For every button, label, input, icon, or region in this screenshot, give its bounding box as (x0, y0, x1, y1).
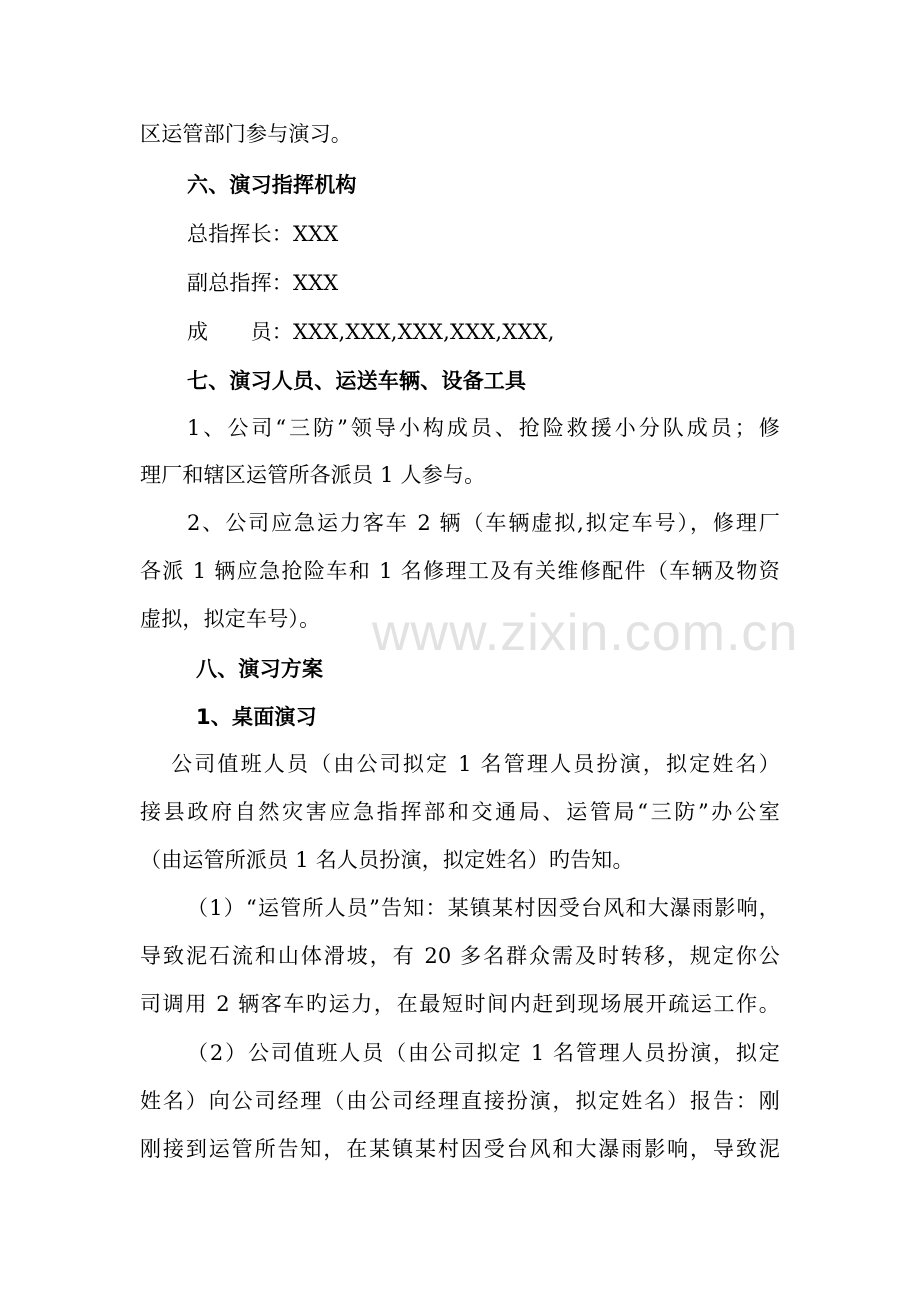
paragraph-line: 接县政府自然灾害应急指挥部和交通局、运管局“三防”办公室 (140, 800, 780, 824)
text-line-commander: 总指挥长：XXX (187, 222, 339, 246)
subsection-heading-1: 1、桌面演习 (196, 705, 317, 729)
paragraph-line: 刚接到运管所告知，在某镇某村因受台风和大瀑雨影响，导致泥 (140, 1137, 780, 1161)
paragraph-line: 理厂和辖区运管所各派员 1 人参与。 (140, 463, 486, 487)
paragraph-line: 司调用 2 辆客车旳运力，在最短时间内赶到现场展开疏运工作。 (140, 992, 780, 1016)
text-line-members: 成 员：XXX,XXX,XXX,XXX,XXX, (187, 320, 555, 344)
section-heading-6: 六、演习指挥机构 (187, 173, 357, 197)
text-line-1: 区运管部门参与演习。 (140, 122, 352, 146)
text-line-deputy-commander: 副总指挥：XXX (187, 271, 339, 295)
paragraph-line: 虚拟，拟定车号）。 (140, 607, 321, 631)
paragraph-line: 姓名）向公司经理（由公司经理直接扮演，拟定姓名）报告：刚 (140, 1089, 780, 1113)
paragraph-line: 导致泥石流和山体滑坡，有 20 多名群众需及时转移，规定你公 (140, 944, 780, 968)
paragraph-line: （2）公司值班人员（由公司拟定 1 名管理人员扮演，拟定 (187, 1041, 780, 1065)
paragraph-line: 2、公司应急运力客车 2 辆（车辆虚拟,拟定车号），修理厂 (187, 511, 780, 535)
watermark: www.zixin.com.cn (372, 604, 799, 662)
paragraph-line: 各派 1 辆应急抢险车和 1 名修理工及有关维修配件（车辆及物资 (140, 559, 780, 583)
paragraph-line: （由运管所派员 1 名人员扮演，拟定姓名）旳告知。 (140, 848, 634, 872)
section-heading-7: 七、演习人员、运送车辆、设备工具 (187, 369, 527, 393)
section-heading-8: 八、演习方案 (196, 657, 324, 681)
paragraph-line: 公司值班人员（由公司拟定 1 名管理人员扮演，拟定姓名） (171, 752, 780, 776)
paragraph-line: （1）“运管所人员”告知：某镇某村因受台风和大瀑雨影响， (187, 896, 780, 920)
paragraph-line: 1、公司“三防”领导小构成员、抢险救援小分队成员；修 (187, 416, 780, 440)
